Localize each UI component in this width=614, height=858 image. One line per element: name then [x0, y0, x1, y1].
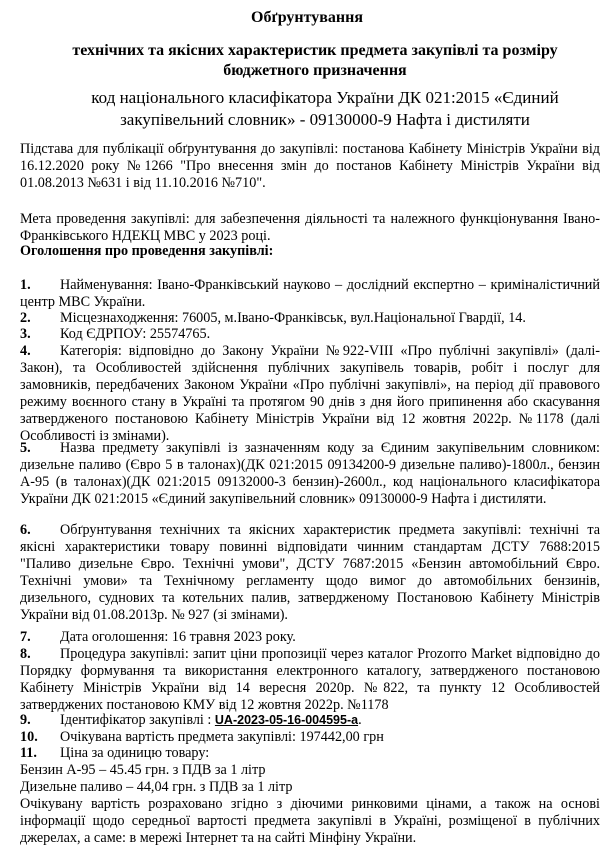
item-text: Процедура закупівлі: запит ціни пропозиції через каталог Prozorro Market відповідно до Порядку формування та використання електронного каталогу, затвердженого постановою Кабінету Міністрів України від 14 вересня 2020р. №822, та пункту 12 Особливостей затверджених постановою КМУ від 12 жовтня 2022р. №1178 [20, 646, 600, 713]
id-trailing-dot: . [358, 712, 362, 728]
item-number: 3. [20, 326, 31, 342]
publication-basis: Підстава для публікації обґрунтування до закупівлі: постанова Кабінету Міністрів України від 16.12.2020 року №1266 "Про внесення змін до постанов Кабінету Міністрів України від 01.08.2013 №631 і від 11.10.2016 №710". [20, 141, 600, 191]
item-number: 2. [20, 310, 31, 326]
procurement-id-link[interactable]: UA-2023-05-16-004595-a [214, 713, 359, 727]
item-text: Ціна за одиницю товару: [60, 745, 210, 761]
document-subtitle: технічних та якісних характеристик предмета закупівлі та розміру бюджетного призначення [72, 42, 558, 79]
list-item-expected-cost [20, 729, 600, 746]
list-item-edrpou [20, 326, 600, 343]
item-text: Очікувана вартість предмета закупівлі: 197442,00 грн [60, 729, 384, 745]
announcement-heading: Оголошення про проведення закупівлі: [20, 243, 274, 259]
document-title: Обґрунтування [251, 9, 363, 26]
list-item-category [20, 343, 600, 445]
item-text: Код ЄДРПОУ: 25574765. [60, 326, 211, 342]
item-text: Категорія: відповідно до Закону України №922-VIII «Про публічні закупівлі» (далі-Закон), та Особливостей здійснення публічних закупівель товарів, робіт і послуг для замовників, передбачених Законом України «Про публічні закупівлі», на період дії правового режиму воєнного стану в Україні та протягом 90 днів з дня його припинення або скасування затвердженого постановою Кабінету Міністрів України від 12 жовтня 2022р. №1178 (далі Особливості із змінами). [20, 343, 600, 444]
cost-calculation-note: Очікувану вартість розраховано згідно з діючими ринковими цінами, а також на основі інформації щодо середньої вартості предмета закупівлі в Україні, розміщеної в публічних джерелах, а саме: в мережі Інтернет та на сайті Мінфіну України. [20, 796, 600, 846]
item-text: Найменування: Івано-Франківський науково – дослідний експертно – криміналістичний центр МВС України. [20, 277, 600, 310]
list-item-identifier [20, 712, 600, 729]
list-item-location [20, 310, 600, 327]
item-number: 4. [20, 343, 31, 359]
list-item-unit-price [20, 745, 600, 762]
classifier-code-line: код національного класифікатора України ДК 021:2015 «Єдиний закупівельний словник» - 09130000-9 Нафта і дистиляти [91, 88, 559, 129]
item-number: 1. [20, 277, 31, 293]
list-item-announcement-date [20, 629, 600, 646]
procurement-goal: Мета проведення закупівлі: для забезпечення діяльності та належного функціонування Івано-Франківського НДЕКЦ МВС у 2023 році. [20, 211, 600, 244]
item-number: 5. [20, 440, 31, 456]
item-text: Дата оголошення: 16 травня 2023 року. [60, 629, 296, 645]
item-number: 6. [20, 522, 31, 538]
item-number: 7. [20, 629, 31, 645]
item-text: Назва предмету закупівлі із зазначенням коду за Єдиним закупівельним словником: дизельне паливо (Євро 5 в талонах)(ДК 021:2015 09134200-9 дизельне паливо)-1800л., бензин А-95 (в талонах)(ДК 021:2015 09132000-3 бензин)-2600л., код національного класифікатора України ДК 021:2015 «Єдиний закупівельний словник» 09130000-9 Нафта і дистиляти. [20, 440, 600, 507]
item-number: 9. [20, 712, 31, 728]
price-petrol: Бензин А-95 – 45.45 грн. з ПДВ за 1 літр [20, 762, 266, 778]
item-number: 11. [20, 745, 37, 761]
list-item-name [20, 277, 600, 311]
list-item-subject [20, 440, 600, 508]
item-text: Обґрунтування технічних та якісних характеристик предмета закупівлі: технічні та якісні характеристики товару повинні відповідати чинним стандартам ДСТУ 7688:2015 "Паливо дизельне Євро. Технічні умови", ДСТУ 7687:2015 «Бензин автомобільний Євро. Технічні умови» та Технічному регламенту щодо вимог до автомобільних бензинів, дизельного, суднових та котельних палив, затвердженому Постановою Кабінету Міністрів України від 01.08.2013р. № 927 (зі змінами). [20, 522, 600, 623]
price-diesel: Дизельне паливо – 44,04 грн. з ПДВ за 1 літр [20, 779, 293, 795]
item-text: Місцезнаходження: 76005, м.Івано-Франківськ, вул.Національної Гвардії, 14. [60, 310, 526, 326]
item-number: 10. [20, 729, 38, 745]
item-number: 8. [20, 646, 31, 662]
list-item-justification [20, 522, 600, 624]
item-text: Ідентифікатор закупівлі : [60, 712, 215, 728]
list-item-procedure [20, 646, 600, 714]
